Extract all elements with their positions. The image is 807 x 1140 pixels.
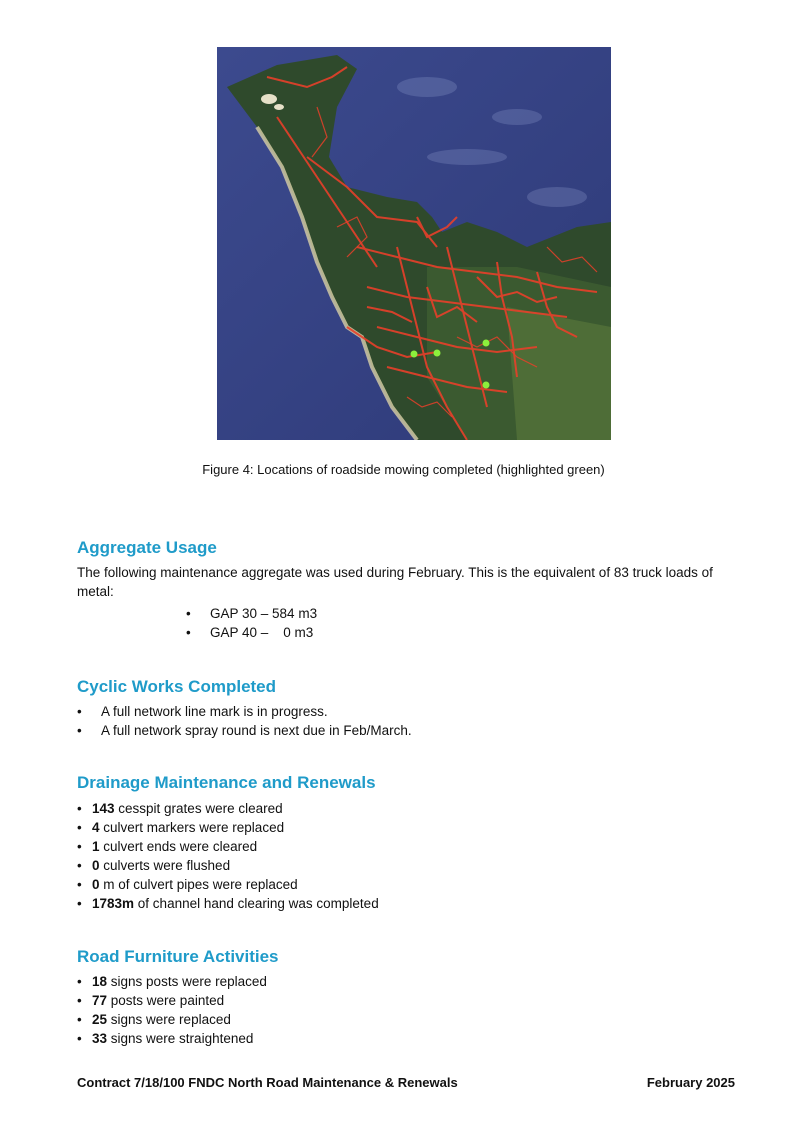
bullet-icon: • — [186, 625, 191, 640]
list-item — [77, 837, 379, 856]
bullet-icon: • — [77, 858, 82, 873]
bullet-icon: • — [186, 606, 191, 621]
furniture-heading: Road Furniture Activities — [77, 947, 279, 966]
list-item — [77, 972, 267, 991]
footer-contract: Contract 7/18/100 FNDC North Road Maintenance & Renewals — [77, 1075, 458, 1090]
item-value: 25 — [92, 1012, 108, 1027]
mowing-marker — [483, 382, 490, 389]
aggregate-item: GAP 30 – 584 m3 — [210, 606, 318, 621]
item-text: signs posts were replaced — [107, 974, 267, 989]
list-item — [77, 721, 412, 740]
item-value: 143 — [92, 801, 115, 816]
item-text: culvert ends were cleared — [99, 839, 258, 854]
footer-date: February 2025 — [646, 1075, 735, 1090]
bullet-icon: • — [77, 801, 82, 816]
aggregate-list — [186, 604, 317, 642]
item-text: signs were straightened — [107, 1031, 254, 1046]
item-text: culvert markers were replaced — [99, 820, 285, 835]
item-text: m of culvert pipes were replaced — [99, 877, 298, 892]
list-item — [77, 894, 379, 913]
bullet-icon: • — [77, 1031, 82, 1046]
item-value: 0 — [92, 877, 100, 892]
item-value: 1783m — [92, 896, 135, 911]
cyclic-list — [77, 702, 412, 740]
list-item — [77, 818, 379, 837]
item-value: 77 — [92, 993, 108, 1008]
mowing-locations-map — [217, 47, 611, 440]
bullet-icon: • — [77, 723, 82, 738]
mowing-marker — [483, 340, 490, 347]
bullet-icon: • — [77, 704, 82, 719]
list-item — [77, 1029, 267, 1048]
list-item — [77, 991, 267, 1010]
cyclic-heading: Cyclic Works Completed — [77, 677, 277, 696]
list-item — [77, 799, 379, 818]
bullet-icon: • — [77, 974, 82, 989]
bullet-icon: • — [77, 1012, 82, 1027]
furniture-list — [77, 972, 267, 1048]
item-value: 1 — [92, 839, 100, 854]
bullet-icon: • — [77, 839, 82, 854]
list-item — [77, 1010, 267, 1029]
list-item — [77, 856, 379, 875]
bullet-icon: • — [77, 896, 82, 911]
item-value: 18 — [92, 974, 108, 989]
list-item — [186, 604, 317, 623]
drainage-heading: Drainage Maintenance and Renewals — [77, 773, 376, 792]
item-text: cesspit grates were cleared — [114, 801, 283, 816]
sand-dune — [261, 94, 277, 104]
item-value: 0 — [92, 858, 100, 873]
bullet-icon: • — [77, 820, 82, 835]
list-item — [77, 702, 412, 721]
item-value: 33 — [92, 1031, 108, 1046]
bullet-icon: • — [77, 993, 82, 1008]
figure-caption: Figure 4: Locations of roadside mowing completed (highlighted green) — [202, 462, 605, 477]
item-text: posts were painted — [107, 993, 225, 1008]
cyclic-item: A full network spray round is next due in Feb/March. — [101, 723, 412, 738]
aggregate-heading: Aggregate Usage — [77, 538, 217, 557]
mowing-marker — [434, 350, 441, 357]
item-text: signs were replaced — [107, 1012, 231, 1027]
list-item — [186, 623, 317, 642]
item-value: 4 — [92, 820, 100, 835]
drainage-list — [77, 799, 379, 913]
aggregate-intro: The following maintenance aggregate was used during February. This is the equivalent of 83 truck loads of metal: — [77, 565, 713, 599]
mowing-marker — [411, 351, 418, 358]
list-item — [77, 875, 379, 894]
item-text: of channel hand clearing was completed — [134, 896, 379, 911]
cyclic-item: A full network line mark is in progress. — [101, 704, 328, 719]
aggregate-item: GAP 40 – 0 m3 — [210, 625, 314, 640]
item-text: culverts were flushed — [99, 858, 231, 873]
bullet-icon: • — [77, 877, 82, 892]
